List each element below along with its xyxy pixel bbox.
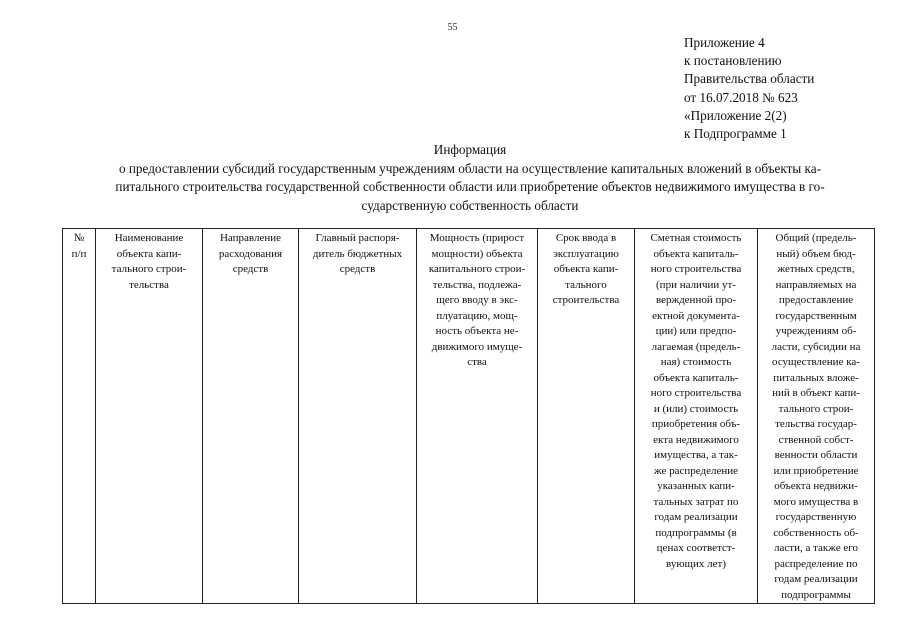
header-cell-line: или приобретение	[773, 464, 859, 477]
header-cell-line: объекта капиталь-	[653, 247, 739, 260]
header-cell-line: тальных затрат по	[653, 495, 739, 508]
header-cell-line: и (или) стоимость	[653, 402, 739, 415]
header-cell-line: собственность об-	[773, 526, 859, 539]
header-cell-line: учреждениям об-	[775, 325, 857, 337]
header-cell-line: предоставление	[778, 294, 854, 306]
header-cell-object-name	[96, 229, 203, 604]
header-cell-line: годам реализации	[654, 511, 738, 523]
header-cell-line: государственную	[775, 511, 857, 523]
header-cell-line: имущества, а так-	[654, 449, 738, 461]
header-cell-line: щего вводу в экс-	[436, 294, 518, 306]
header-cell-line: направляемых на	[775, 278, 857, 291]
header-cell-line: подпрограммы	[781, 588, 851, 601]
header-cell-line: расходования	[218, 247, 283, 260]
header-cell-line: указанных капи-	[657, 480, 735, 492]
header-cell-line: п/п	[71, 247, 87, 260]
header-cell-line: венности области	[774, 449, 858, 461]
header-cell-line: ласти, субсидии на	[771, 340, 861, 353]
header-cell-number	[63, 229, 96, 604]
header-cell-line: питальных вложе-	[773, 371, 859, 384]
header-cell-line: вержденной про-	[655, 294, 737, 306]
header-cell-line: ный) объем бюд-	[776, 247, 856, 260]
appendix-line: к Подпрограмме 1	[684, 126, 787, 142]
appendix-line: Приложение 4	[684, 35, 765, 50]
title-line: о предоставлении субсидий государственным учреждениям области на осуществление капитальных вложений в объекты ка-	[118, 160, 821, 176]
header-cell-line: (при наличии ут-	[656, 278, 736, 291]
header-cell-line: №	[73, 232, 85, 244]
header-cell-line: ласти, а также его	[774, 542, 858, 554]
header-cell-line: Общий (предель-	[775, 232, 857, 244]
header-cell-line: Сметная стоимость	[650, 232, 742, 244]
title-heading: Информация	[433, 142, 507, 157]
header-cell-line: распределение по	[774, 557, 858, 570]
header-cell-line: екта недвижимого	[653, 433, 739, 446]
header-cell-line: подпрограммы (в	[655, 526, 737, 539]
header-cell-line: капитального строи-	[428, 263, 526, 275]
header-cell-estimated-cost	[635, 229, 758, 604]
appendix-line: «Приложение 2(2)	[684, 107, 787, 123]
header-cell-line: осуществление ка-	[772, 356, 860, 368]
header-cell-line: годам реализации	[774, 573, 858, 585]
header-cell-line: тального строи-	[111, 263, 187, 275]
appendix-line: Правительства области	[684, 71, 815, 87]
header-cell-line: ная) стоимость	[660, 356, 732, 368]
header-cell-line: тального строи-	[778, 402, 854, 415]
table-header-row	[63, 229, 875, 604]
appendix-block	[684, 34, 814, 143]
header-cell-line: тельства	[129, 278, 169, 291]
header-cell-line: объекта недвижи-	[774, 480, 858, 492]
appendix-line: от 16.07.2018 № 623	[684, 89, 798, 105]
header-cell-capacity	[417, 229, 538, 604]
appendix-line: к постановлению	[684, 53, 782, 69]
header-cell-line: ний в объект капи-	[772, 387, 860, 399]
header-cell-line: средств	[339, 263, 376, 275]
header-cell-line: лагаемая (предель-	[651, 340, 741, 353]
title-line: сударственную собственность области	[361, 197, 579, 213]
header-cell-line: мощности) объекта	[431, 247, 523, 260]
header-cell-line: приобретения объ-	[651, 418, 741, 430]
header-cell-line: мого имущества в	[773, 495, 859, 508]
header-cell-line: эксплуатацию	[553, 247, 619, 260]
header-cell-commissioning-date	[538, 229, 635, 604]
title-line: питального строительства государственной собственности области или приобретение объектов недвижимого имущества в го-	[115, 179, 825, 194]
header-cell-line: ного строительства	[650, 263, 742, 275]
header-cell-line: ценах соответст-	[656, 542, 736, 554]
header-cell-line: дитель бюджетных	[312, 247, 403, 260]
header-cell-line: ции) или предпо-	[655, 325, 737, 337]
header-cell-line: Главный распоря-	[315, 232, 400, 244]
header-cell-line: плуатацию, мощ-	[436, 309, 518, 322]
header-cell-line: движимого имуще-	[431, 340, 523, 353]
header-cell-expense-direction	[203, 229, 299, 604]
header-cell-line: тельства, подлежа-	[432, 278, 522, 291]
header-cell-line: ектной документа-	[652, 309, 740, 322]
header-cell-line: тального	[565, 278, 607, 291]
subsidy-table	[62, 228, 875, 604]
header-cell-line: тельства государ-	[775, 418, 857, 430]
header-cell-line: строительства	[552, 294, 620, 306]
header-cell-line: Срок ввода в	[555, 232, 617, 244]
page-number: 55	[447, 22, 458, 33]
header-cell-line: средств	[232, 263, 269, 275]
header-cell-line: Наименование	[114, 232, 184, 244]
header-cell-budget-manager	[299, 229, 417, 604]
header-cell-line: государственным	[775, 309, 857, 322]
header-cell-line: ственной собст-	[778, 433, 854, 446]
header-cell-line: жетных средств,	[777, 263, 855, 275]
header-cell-line: Направление	[219, 232, 282, 244]
header-cell-line: объекта капиталь-	[653, 371, 739, 384]
document-title	[60, 141, 880, 215]
header-cell-total-budget	[758, 229, 875, 604]
header-cell-line: же распределение	[654, 464, 738, 477]
header-cell-line: объекта капи-	[553, 263, 619, 275]
header-cell-line: ного строительства	[650, 387, 742, 399]
header-cell-line: вующих лет)	[666, 557, 726, 570]
header-cell-line: ства	[467, 356, 487, 368]
header-cell-line: Мощность (прирост	[429, 232, 525, 244]
header-cell-line: ность объекта не-	[435, 325, 519, 337]
header-cell-line: объекта капи-	[116, 247, 182, 260]
